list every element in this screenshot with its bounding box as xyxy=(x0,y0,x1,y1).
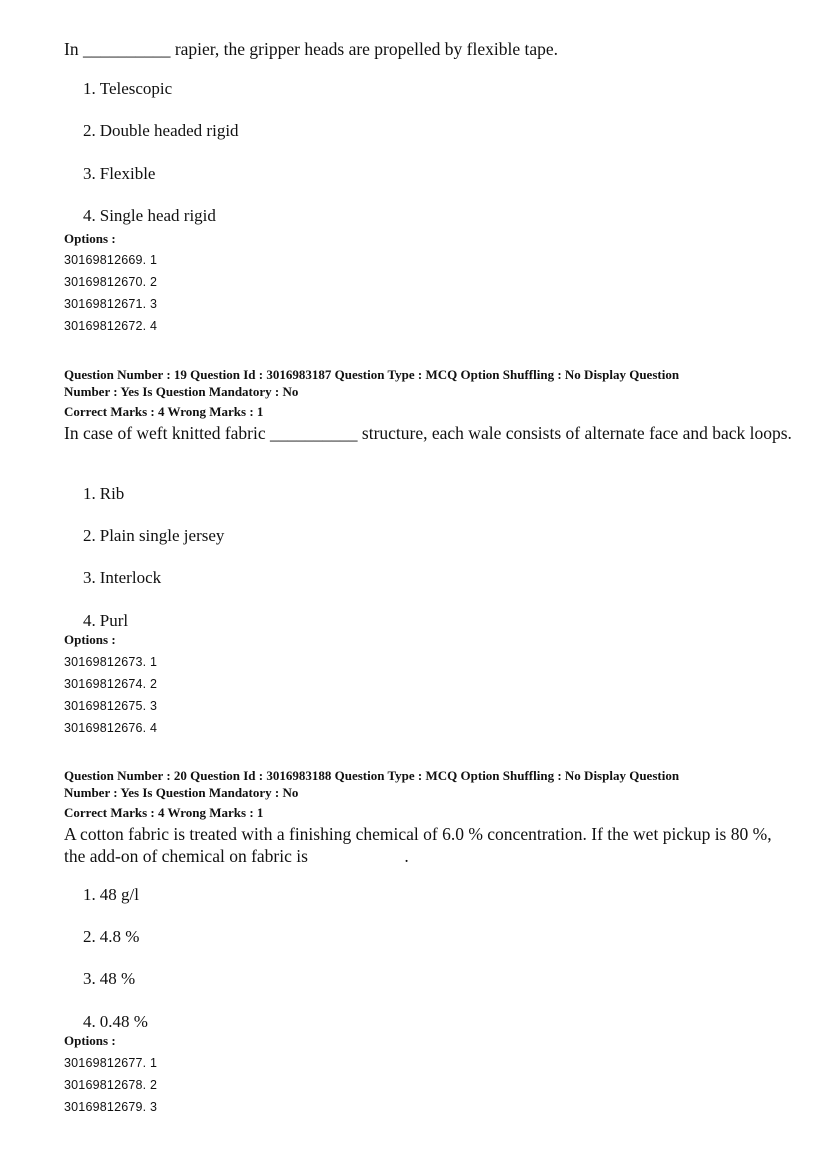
option-code: 30169812676. 4 xyxy=(64,721,158,735)
choice-4: 4. 0.48 % xyxy=(83,1012,148,1031)
option-code: 30169812679. 3 xyxy=(64,1100,158,1114)
question-meta-line: Number : Yes Is Question Mandatory : No xyxy=(64,384,299,399)
question-text-part: . xyxy=(404,846,409,866)
option-code: 30169812671. 3 xyxy=(64,297,158,311)
question-header xyxy=(64,767,784,821)
choice-1: 1. Telescopic xyxy=(83,79,173,98)
choice-2: 2. Double headed rigid xyxy=(83,121,239,140)
choice-3: 3. 48 % xyxy=(83,969,136,988)
question-header xyxy=(64,366,784,420)
question-marks: Correct Marks : 4 Wrong Marks : 1 xyxy=(64,805,264,820)
choice-2: 2. Plain single jersey xyxy=(83,526,225,545)
question-text-part: A cotton fabric is treated with a finishing chemical of 6.0 % concentration. If the wet pickup is 80 %, the add-on of chemical on fabric is xyxy=(64,824,772,866)
options-label: Options : xyxy=(64,632,116,647)
options-label: Options : xyxy=(64,231,116,246)
option-code: 30169812678. 2 xyxy=(64,1078,158,1092)
question-text-part: rapier, the gripper heads are propelled by flexible tape. xyxy=(174,39,558,59)
question-text-part: In case of weft knitted fabric xyxy=(64,423,266,443)
question-text-part: structure, each wale consists of alternate face and back loops. xyxy=(361,423,792,443)
option-code: 30169812670. 2 xyxy=(64,275,158,289)
choice-3: 3. Flexible xyxy=(83,164,156,183)
choice-4: 4. Purl xyxy=(83,611,129,630)
choice-3: 3. Interlock xyxy=(83,568,162,587)
answer-blank: __________ xyxy=(270,423,358,443)
options-label: Options : xyxy=(64,1033,116,1048)
choice-2: 2. 4.8 % xyxy=(83,927,140,946)
question-meta-line: Question Number : 19 Question Id : 3016983187 Question Type : MCQ Option Shuffling : No Display Question xyxy=(64,367,680,382)
question-meta-line: Number : Yes Is Question Mandatory : No xyxy=(64,785,299,800)
question-text xyxy=(64,38,794,60)
option-code: 30169812677. 1 xyxy=(64,1056,158,1070)
option-code: 30169812669. 1 xyxy=(64,253,158,267)
question-meta-line: Question Number : 20 Question Id : 3016983188 Question Type : MCQ Option Shuffling : No Display Question xyxy=(64,768,680,783)
option-code: 30169812675. 3 xyxy=(64,699,158,713)
choice-1: 1. 48 g/l xyxy=(83,885,139,904)
answer-blank: __________ xyxy=(82,39,171,59)
option-code: 30169812674. 2 xyxy=(64,677,158,691)
option-code: 30169812672. 4 xyxy=(64,319,158,333)
choice-4: 4. Single head rigid xyxy=(83,206,216,225)
question-text-part: In xyxy=(64,39,79,59)
question-text xyxy=(64,823,794,867)
question-text xyxy=(64,422,794,444)
option-code: 30169812673. 1 xyxy=(64,655,158,669)
question-marks: Correct Marks : 4 Wrong Marks : 1 xyxy=(64,404,264,419)
choice-1: 1. Rib xyxy=(83,484,125,503)
